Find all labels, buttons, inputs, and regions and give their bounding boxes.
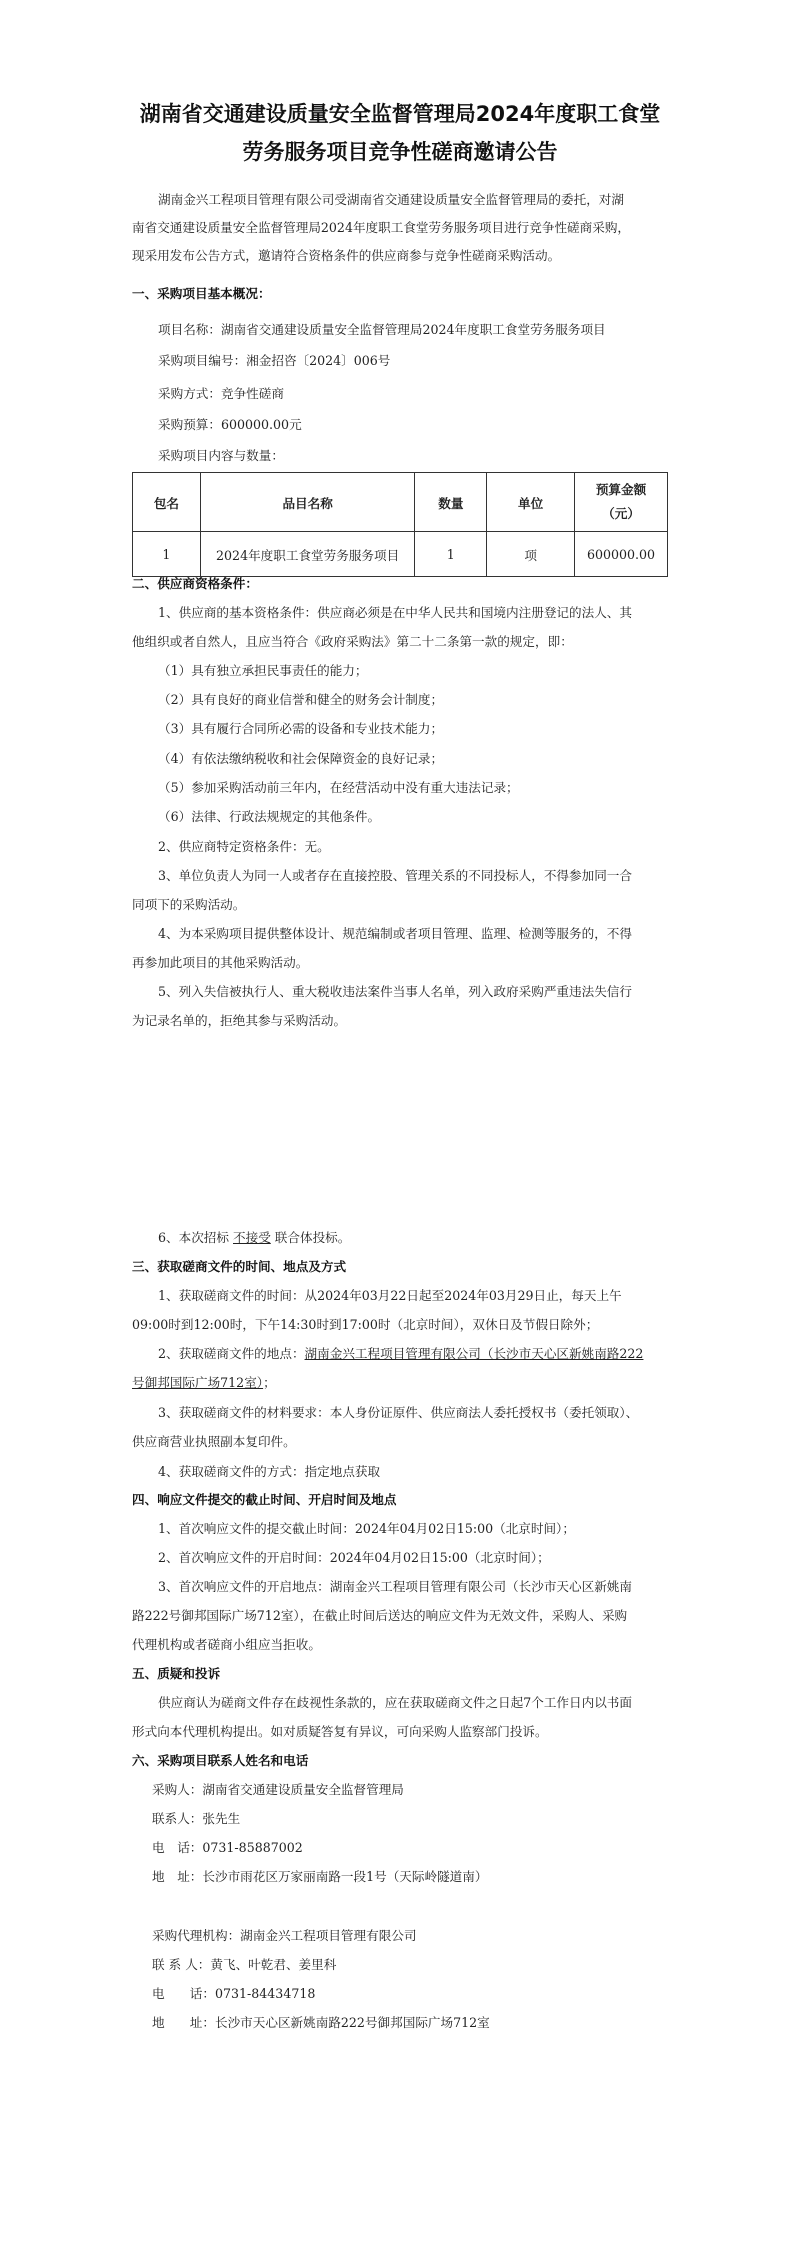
title-line-1: 湖南省交通建设质量安全监督管理局2024年度职工食堂 [139, 102, 661, 126]
qualification-line: 为记录名单的，拒绝其参与采购活动。 [132, 1013, 347, 1028]
cell-budget: 600000.00 [575, 532, 668, 577]
qualification-line: 4、为本采购项目提供整体设计、规范编制或者项目管理、监理、检测等服务的，不得 [158, 926, 632, 941]
opening-place-line: 路222号御邦国际广场712室），在截止时间后送达的响应文件为无效文件，采购人、采购 [132, 1608, 628, 1623]
deadline-line: 1、首次响应文件的提交截止时间：2024年04月02日15:00（北京时间）； [158, 1521, 575, 1536]
header-package: 包名 [133, 473, 201, 532]
section-1-heading: 一、采购项目基本概况： [132, 286, 271, 301]
obtain-method-line: 4、获取磋商文件的方式：指定地点获取 [158, 1464, 381, 1479]
table-row [133, 532, 668, 577]
obtain-place-line [132, 1374, 276, 1391]
buyer-name: 采购人：湖南省交通建设质量安全监督管理局 [152, 1782, 404, 1797]
section-3-heading: 三、获取磋商文件的时间、地点及方式 [132, 1259, 347, 1274]
agent-phone: 电 话：0731-84434718 [152, 1986, 316, 2001]
obtain-place-suffix: ； [263, 1375, 276, 1390]
table-header-row [133, 473, 668, 532]
cell-item-name: 2024年度职工食堂劳务服务项目 [200, 532, 415, 577]
consortium-line [158, 1229, 350, 1246]
agent-contact: 联 系 人：黄飞、叶乾君、姜里科 [152, 1957, 337, 1972]
complaint-line: 形式向本代理机构提出。如对质疑答复有异议，可向采购人监察部门投诉。 [132, 1724, 548, 1739]
qualification-line: （5）参加采购活动前三年内，在经营活动中没有重大违法记录； [158, 780, 519, 795]
complaint-line: 供应商认为磋商文件存在歧视性条款的，应在获取磋商文件之日起7个工作日内以书面 [158, 1695, 632, 1710]
consortium-suffix: 联合体投标。 [274, 1230, 351, 1245]
agent-address: 地 址：长沙市天心区新姚南路222号御邦国际广场712室 [152, 2015, 490, 2030]
header-item-name: 品目名称 [200, 473, 415, 532]
consortium-prefix: 6、本次招标 [158, 1230, 229, 1245]
header-budget-line1: 预算金额 [595, 482, 647, 497]
items-table [132, 472, 668, 577]
obtain-time-line: 1、获取磋商文件的时间：从2024年03月22日起至2024年03月29日止，每天上午 [158, 1288, 622, 1303]
project-number: 采购项目编号：湘金招咨〔2024〕006号 [158, 353, 391, 368]
title-line-2: 劳务服务项目竞争性磋商邀请公告 [242, 140, 558, 164]
qualification-line: 2、供应商特定资格条件：无。 [158, 839, 330, 854]
section-4-heading: 四、响应文件提交的截止时间、开启时间及地点 [132, 1492, 397, 1507]
procurement-method: 采购方式：竞争性磋商 [158, 386, 284, 401]
qualification-line: （2）具有良好的商业信誉和健全的财务会计制度； [158, 692, 444, 707]
obtain-place-line [158, 1345, 643, 1362]
obtain-place-address-cont: 号御邦国际广场712室） [132, 1375, 264, 1390]
opening-time-line: 2、首次响应文件的开启时间：2024年04月02日15:00（北京时间）； [158, 1550, 550, 1565]
section-6-heading: 六、采购项目联系人姓名和电话 [132, 1753, 309, 1768]
obtain-materials-line: 3、获取磋商文件的材料要求：本人身份证原件、供应商法人委托授权书（委托领取）、 [158, 1405, 639, 1420]
qualification-line: 再参加此项目的其他采购活动。 [132, 955, 309, 970]
buyer-contact: 联系人：张先生 [152, 1811, 241, 1826]
section-5-heading: 五、质疑和投诉 [132, 1666, 221, 1681]
cell-quantity: 1 [415, 532, 487, 577]
qualification-line: 5、列入失信被执行人、重大税收违法案件当事人名单，列入政府采购严重违法失信行 [158, 984, 632, 999]
header-budget [575, 473, 668, 532]
project-name: 项目名称：湖南省交通建设质量安全监督管理局2024年度职工食堂劳务服务项目 [158, 322, 606, 337]
opening-place-line: 3、首次响应文件的开启地点：湖南金兴工程项目管理有限公司（长沙市天心区新姚南 [158, 1579, 632, 1594]
procurement-content-label: 采购项目内容与数量： [158, 448, 284, 463]
obtain-time-line: 09:00时到12:00时，下午14:30时到17:00时（北京时间），双休日及节假日除外； [132, 1317, 599, 1332]
qualification-line: 同项下的采购活动。 [132, 897, 246, 912]
intro-line: 湖南金兴工程项目管理有限公司受湖南省交通建设质量安全监督管理局的委托，对湖 [158, 192, 624, 207]
opening-place-line: 代理机构或者磋商小组应当拒收。 [132, 1637, 321, 1652]
header-unit: 单位 [487, 473, 575, 532]
qualification-line: （4）有依法缴纳税收和社会保障资金的良好记录； [158, 751, 444, 766]
obtain-place-prefix: 2、获取磋商文件的地点： [158, 1346, 305, 1361]
procurement-budget: 采购预算：600000.00元 [158, 417, 302, 432]
qualification-line: （1）具有独立承担民事责任的能力； [158, 663, 368, 678]
header-quantity: 数量 [415, 473, 487, 532]
intro-line: 现采用发布公告方式，邀请符合资格条件的供应商参与竞争性磋商采购活动。 [132, 248, 561, 263]
consortium-not-accepted: 不接受 [233, 1230, 271, 1245]
qualification-line: 他组织或者自然人，且应当符合《政府采购法》第二十二条第一款的规定，即： [132, 634, 573, 649]
qualification-line: （3）具有履行合同所必需的设备和专业技术能力； [158, 721, 444, 736]
buyer-address: 地 址：长沙市雨花区万家丽南路一段1号（天际岭隧道南） [152, 1869, 488, 1884]
agent-name: 采购代理机构：湖南金兴工程项目管理有限公司 [152, 1928, 417, 1943]
intro-line: 南省交通建设质量安全监督管理局2024年度职工食堂劳务服务项目进行竞争性磋商采购， [132, 220, 631, 235]
header-budget-line2: （元） [602, 506, 640, 521]
buyer-phone: 电 话：0731-85887002 [152, 1840, 303, 1855]
obtain-materials-line: 供应商营业执照副本复印件。 [132, 1434, 296, 1449]
qualification-line: 1、供应商的基本资格条件：供应商必须是在中华人民共和国境内注册登记的法人、其 [158, 605, 632, 620]
section-2-heading: 二、供应商资格条件： [132, 576, 258, 591]
cell-package: 1 [133, 532, 201, 577]
qualification-line: 3、单位负责人为同一人或者存在直接控股、管理关系的不同投标人，不得参加同一合 [158, 868, 632, 883]
obtain-place-address: 湖南金兴工程项目管理有限公司（长沙市天心区新姚南路222 [304, 1346, 644, 1361]
cell-unit: 项 [487, 532, 575, 577]
qualification-line: （6）法律、行政法规规定的其他条件。 [158, 809, 381, 824]
